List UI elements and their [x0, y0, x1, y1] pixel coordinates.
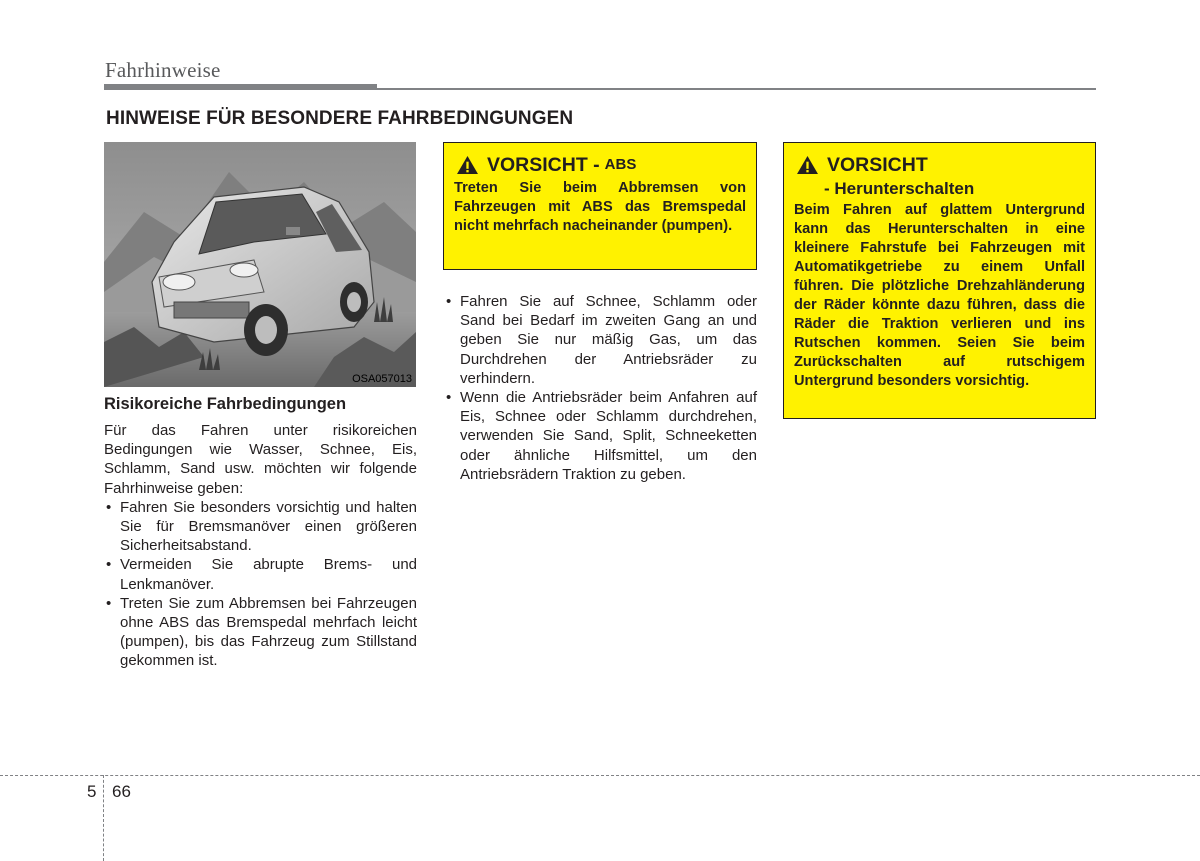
- warning-box-downshift: [783, 142, 1096, 419]
- column-left: [104, 393, 417, 671]
- warning-box-abs: [443, 142, 757, 270]
- chapter-number: 5: [87, 782, 97, 801]
- intro-paragraph: Für das Fahren unter risikoreichen Bedingungen wie Wasser, Schnee, Eis, Schlamm, Sand usw. möchten wir folgende Fahrhinweise geben:: [104, 422, 417, 497]
- warning-body-downshift: Beim Fahren auf glattem Untergrund kann das Herunterschalten in eine kleinere Fahrstufe bei Fahrzeugen mit Automatikgetriebe zu einem Unfall führen. Die plötzliche Drehzahländerung der Räder könnte dazu führen, dass die Räder die Traktion verlieren und ins Rutschen kommen. Seien Sie beim Zurückschalten auf rutschigem Untergrund besonders vorsichtig.: [794, 202, 1085, 389]
- warning-triangle-icon: [796, 155, 819, 175]
- warning-title-text: VORSICHT: [827, 154, 928, 176]
- warning-body-abs: Treten Sie beim Abbremsen von Fahrzeugen mit ABS das Bremspedal nicht mehrfach nacheinander (pumpen).: [454, 180, 746, 234]
- footer-rule: [0, 775, 1200, 776]
- warning-subtitle: - Herunterschalten: [824, 179, 975, 198]
- list-item: • Vermeiden Sie abrupte Brems- und Lenkmanöver.: [104, 555, 417, 593]
- warning-title-suffix: ABS: [604, 156, 637, 173]
- page-number: 66: [112, 782, 131, 801]
- bullet-list-middle: [444, 292, 757, 484]
- warning-triangle-icon: [456, 155, 479, 175]
- car-illustration: [104, 142, 416, 387]
- column-middle: [444, 292, 757, 484]
- list-item: • Wenn die Antriebsräder beim Anfahren auf Eis, Schnee oder Schlamm durchdrehen, verwenden Sie Sand, Split, Schneeketten oder ähnliche Hilfsmittel, um den Antriebsrädern Traktion zu geben.: [444, 388, 757, 484]
- warning-title-text: VORSICHT -: [487, 154, 600, 176]
- footer-divider: [103, 775, 104, 861]
- list-item: • Treten Sie zum Abbremsen bei Fahrzeugen ohne ABS das Bremspedal mehrfach leicht (pumpen), bis das Fahrzeug zum Stillstand gekommen ist.: [104, 594, 417, 671]
- subheading-risky-conditions: Risikoreiche Fahrbedingungen: [104, 395, 347, 413]
- list-item: • Fahren Sie auf Schnee, Schlamm oder Sand bei Bedarf im zweiten Gang an und geben Sie nur mäßig Gas, um das Durchdrehen der Antriebsräder zu verhindern.: [444, 292, 757, 388]
- warning-title-downshift: [794, 153, 1085, 177]
- section-label: Fahrhinweise: [105, 58, 221, 82]
- car-on-rough-terrain-image: [104, 142, 416, 387]
- bullet-list-left: [104, 498, 417, 671]
- page-heading: HINWEISE FÜR BESONDERE FAHRBEDINGUNGEN: [106, 108, 574, 129]
- header-rule-thick: [104, 84, 377, 90]
- warning-title-abs: [454, 153, 746, 177]
- list-item: • Fahren Sie besonders vorsichtig und halten Sie für Bremsmanöver einen größeren Sicherheitsabstand.: [104, 498, 417, 556]
- figure-code: OSA057013: [352, 373, 412, 385]
- header-rule-thin: [377, 88, 1096, 90]
